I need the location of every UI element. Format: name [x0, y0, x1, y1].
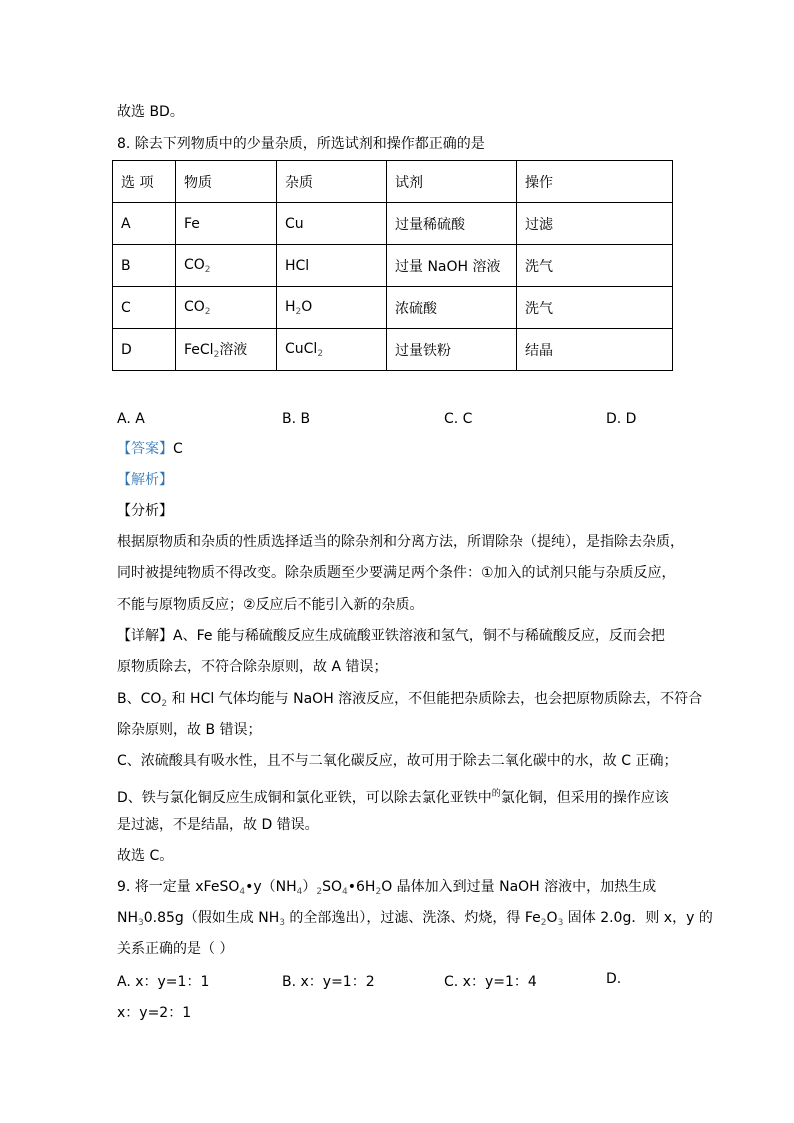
prev-conclusion [117, 103, 184, 121]
text-run: C [121, 299, 131, 316]
table-cell [387, 245, 517, 287]
table-cell [176, 203, 277, 245]
text-run: Fe [184, 215, 200, 232]
table-header-cell: 选 项 [113, 161, 176, 203]
text-run: •6H [347, 879, 376, 895]
text-run: H [285, 298, 296, 315]
table-cell [176, 287, 277, 329]
answer-line [117, 440, 183, 458]
table-cell [387, 329, 517, 371]
subscript: 3 [138, 918, 144, 928]
text-run: NH [117, 910, 138, 926]
table-cell [176, 245, 277, 287]
analysis-1 [117, 533, 684, 551]
text-run: 除杂原则，故 B 错误； [117, 722, 262, 738]
subscript: 3 [557, 918, 564, 928]
table-header-cell: 试剂 [387, 161, 517, 203]
text-run: 根据原物质和杂质的性质选择适当的除杂剂和分离方法，所谓除杂（提纯），是指除去杂质， [117, 534, 684, 550]
analysis-3 [117, 596, 424, 614]
text-run: HCl [285, 257, 310, 274]
text-run: 氯化铜，但采用的操作应该 [500, 790, 669, 806]
q9-option-b[interactable]: B. x：y=1：2 [282, 974, 375, 990]
text-run: O [546, 910, 558, 926]
q9-stem-2 [117, 909, 713, 932]
text-run: C、浓硫酸具有吸水性，且不与二氧化碳反应，故可用于除去二氧化碳中的水，故 C 正确； [117, 753, 678, 769]
q9-stem-1 [117, 878, 656, 901]
text-run: SO [322, 879, 343, 895]
detail-a-2 [117, 658, 387, 676]
text-run: 过量铁粉 [395, 342, 451, 359]
text-run: •y（NH [245, 879, 297, 895]
text-run: CuCl [285, 340, 318, 357]
text-run: B、CO [117, 691, 162, 707]
table-row [113, 203, 673, 245]
subscript: 2 [295, 306, 302, 317]
detail-b-2 [117, 721, 262, 739]
text-run: O 晶体加入到过量 NaOH 溶液中，加热生成 [381, 879, 657, 895]
subscript: 2 [204, 264, 211, 275]
text-run: A [121, 215, 131, 232]
text-run: 的全部逸出），过滤、洗涤、灼烧，得 Fe [284, 910, 541, 926]
subscript: 4 [296, 887, 303, 897]
text-run: 结晶 [525, 342, 553, 359]
text-run: ） [302, 879, 317, 895]
detail-c [117, 752, 677, 770]
fenxi-label [117, 502, 173, 520]
q8-stem [117, 135, 485, 153]
table-cell [517, 245, 673, 287]
answer-label: 【答案】 [117, 441, 173, 457]
detail-a-1 [117, 627, 665, 645]
table-header-cell: 杂质 [277, 161, 387, 203]
table-cell [113, 287, 176, 329]
text-run: FeCl [184, 342, 214, 358]
table-row [113, 329, 673, 371]
table-cell [517, 287, 673, 329]
text-run: 过量稀硫酸 [395, 216, 465, 233]
text-run: 浓硫酸 [395, 300, 437, 317]
text-run: 和 HCl 气体均能与 NaOH 溶液反应，不但能把杂质除去，也会把原物质除去，不符合 [167, 691, 703, 707]
table-cell [176, 329, 277, 371]
table-cell [113, 245, 176, 287]
table-cell [277, 329, 387, 371]
answer-value: C [173, 441, 183, 457]
text-run: 【详解】A、Fe 能与稀硫酸反应生成硫酸亚铁溶液和氢气，铜不与稀硫酸反应，反而会把 [117, 628, 665, 644]
table-cell [113, 329, 176, 371]
table-cell [387, 203, 517, 245]
text-run: D [121, 341, 132, 358]
q8-option-a[interactable]: A. A [117, 411, 145, 427]
text-run: 9. 将一定量 xFeSO [117, 879, 240, 895]
text-run: D、铁与氯化铜反应生成铜和氯化亚铁，可以除去氯化亚铁中 [117, 790, 492, 806]
table-cell [277, 203, 387, 245]
subscript: 2 [540, 918, 547, 928]
text-run: 关系正确的是（ ） [117, 941, 234, 957]
text-run: 同时被提纯物质不得改变。除杂质题至少要满足两个条件：①加入的试剂只能与杂质反应， [117, 565, 676, 581]
text-run: CO [184, 298, 205, 315]
table-row [113, 287, 673, 329]
text-run: 故选 BD。 [117, 104, 184, 120]
text-run: 过滤 [525, 216, 553, 233]
text-run: 8. 除去下列物质中的少量杂质，所选试剂和操作都正确的是 [117, 136, 485, 152]
q9-option-c[interactable]: C. x：y=1：4 [444, 974, 537, 990]
table-header-cell: 操作 [517, 161, 673, 203]
text-run: CO [184, 256, 205, 273]
text-run: B [121, 257, 131, 274]
table-cell [113, 203, 176, 245]
text-run: 洗气 [525, 300, 553, 317]
subscript: 3 [279, 918, 285, 928]
table-cell [517, 203, 673, 245]
text-run: 0.85g（假如生成 NH [143, 910, 280, 926]
text-run: 不能与原物质反应；②反应后不能引入新的杂质。 [117, 597, 424, 613]
analysis-2 [117, 564, 676, 582]
text-run: 是过滤，不是结晶，故 D 错误。 [117, 817, 319, 833]
q9-option-d[interactable]: D. [606, 971, 622, 987]
text-run: 固体 2.0g．则 x，y 的 [563, 910, 713, 926]
text-run: Cu [285, 215, 304, 232]
q9-option-a[interactable]: A. x：y=1：1 [117, 974, 210, 990]
subscript: 2 [204, 306, 211, 317]
q9-stem-3 [117, 940, 233, 958]
subscript: 2 [316, 887, 323, 897]
text-run: 洗气 [525, 258, 553, 275]
subscript: 4 [239, 887, 246, 897]
table-cell [517, 329, 673, 371]
text-run: 【分析】 [117, 503, 173, 519]
analysis-label: 【解析】 [117, 472, 173, 488]
table-row [113, 245, 673, 287]
subscript: 2 [375, 887, 382, 897]
q8-option-d[interactable]: D. D [606, 411, 637, 427]
text-run: 原物质除去，不符合除杂原则，故 A 错误； [117, 659, 388, 675]
table-cell [387, 287, 517, 329]
superscript: 的 [491, 789, 501, 799]
q9-option-d-value[interactable]: x：y=2：1 [117, 1005, 192, 1021]
q8-option-b[interactable]: B. B [282, 411, 311, 427]
text-run: O [301, 298, 313, 315]
subscript: 2 [213, 350, 220, 360]
detail-d-1 [117, 785, 669, 807]
detail-b-1 [117, 690, 702, 713]
conclusion [117, 847, 173, 865]
detail-d-2 [117, 816, 319, 834]
table-header-cell: 物质 [176, 161, 277, 203]
text-run: 故选 C。 [117, 848, 174, 864]
table-header-row [113, 161, 673, 203]
subscript: 2 [161, 699, 168, 709]
impurity-table [112, 160, 673, 371]
subscript: 4 [342, 887, 348, 897]
text-run: 溶液 [219, 342, 248, 358]
table-cell [277, 245, 387, 287]
q8-option-c[interactable]: C. C [444, 411, 473, 427]
text-run: 过量 NaOH 溶液 [395, 258, 501, 275]
subscript: 2 [317, 348, 324, 359]
table-cell [277, 287, 387, 329]
